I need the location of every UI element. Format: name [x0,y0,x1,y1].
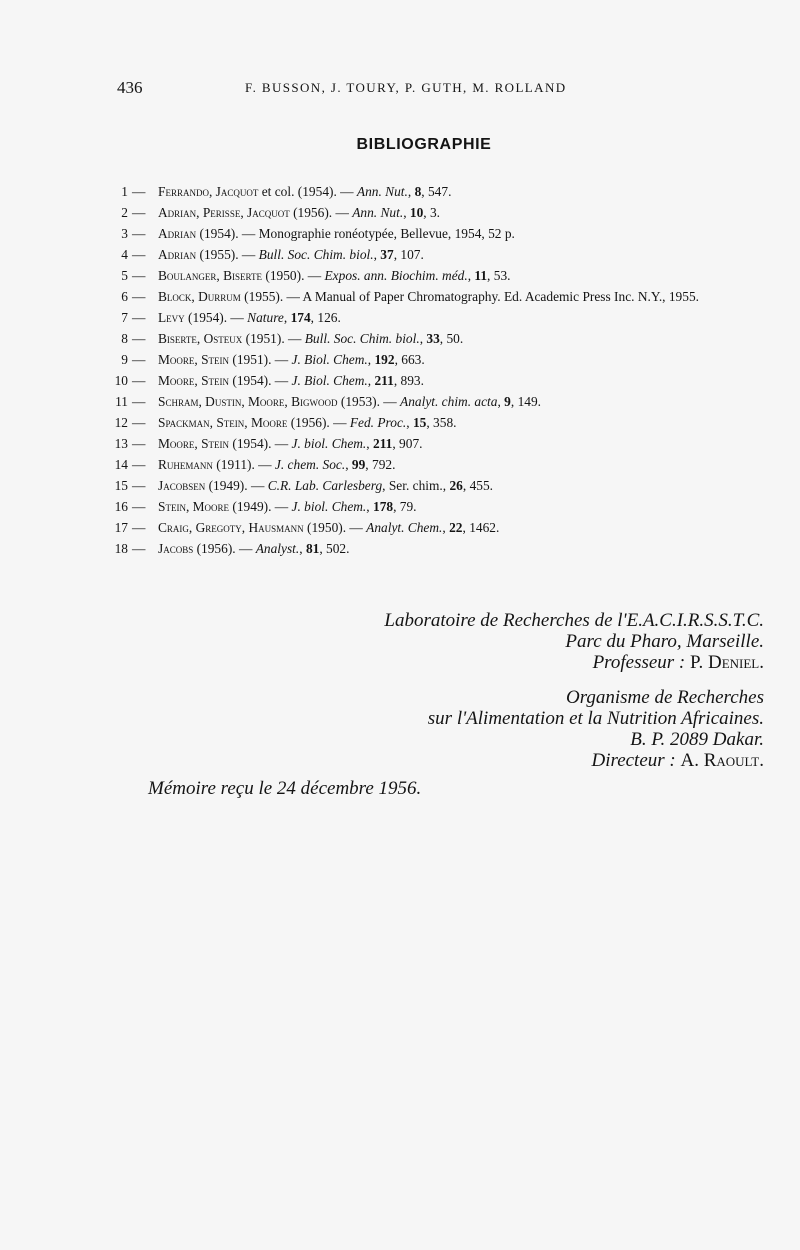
reference-volume: 211 [374,373,394,388]
reference-number: 18 [114,541,128,556]
reference-dash: — [132,499,146,514]
reference-text: (1949). — [205,478,268,493]
section-title: BIBLIOGRAPHIE [356,136,492,153]
reference-volume: 10 [409,205,424,220]
running-header [117,78,717,100]
reference-item [110,541,750,557]
reference-authors: Craig, Gregoty, Hausmann [158,520,304,535]
affiliation-person: A. Raoult. [680,750,764,771]
reference-item [110,352,750,368]
reference-volume: 8 [414,184,422,199]
reference-authors: Stein, Moore [158,499,230,514]
affiliation-line: Laboratoire de Recherches de l'E.A.C.I.R.S.S.T.C. [384,610,764,631]
reference-pages: , 893. [393,373,424,388]
reference-dash: — [132,457,146,472]
reference-separator: , [373,247,381,262]
reference-text: et col. (1954). — [258,184,357,199]
affiliation-marseille [384,610,764,673]
reference-journal: C.R. Lab. Carlesberg [267,478,383,493]
reference-number: 17 [114,520,128,535]
reference-item [110,394,750,410]
reference-journal: J. biol. Chem. [291,436,367,451]
reference-separator: , [366,436,373,451]
reference-item [110,415,750,431]
reference-separator: , [407,184,415,199]
reference-pages: , 50. [439,331,464,346]
reference-dash: — [132,520,146,535]
reference-journal: J. biol. Chem. [291,499,367,514]
affiliation-line: Organisme de Recherches [565,687,764,708]
reference-journal: Analyst. [255,541,300,556]
page-number: 436 [117,78,143,97]
reference-dash: — [132,289,146,304]
reference-authors: Jacobs [158,541,194,556]
reference-text: (1954). — [229,436,292,451]
reference-text: (1911). — [212,457,275,472]
affiliation-line: B. P. 2089 Dakar. [630,729,764,750]
reference-item [110,331,750,347]
received-date-note: Mémoire reçu le 24 décembre 1956. [148,778,422,799]
reference-dash: — [132,268,146,283]
affiliation-dakar [384,687,764,771]
reference-item [110,289,750,305]
reference-pages: , 3. [423,205,441,220]
affiliation-role: Directeur : [591,750,681,771]
reference-dash: — [132,310,146,325]
reference-dash: — [132,541,146,556]
reference-journal: Expos. ann. Biochim. méd. [324,268,468,283]
reference-authors: Ruhemann [158,457,213,472]
reference-number: 2 [121,205,128,220]
reference-pages: , 907. [392,436,423,451]
reference-number: 13 [114,436,128,451]
reference-separator: , [367,352,375,367]
reference-authors: Adrian [158,226,197,241]
reference-text: (1956). — [287,415,350,430]
reference-dash: — [132,226,146,241]
reference-journal: Ann. Nut. [356,184,408,199]
reference-pages: , 53. [487,268,511,283]
reference-journal: Fed. Proc. [349,415,407,430]
reference-separator: , [366,499,373,514]
affiliation-line: sur l'Alimentation et la Nutrition Africaines. [427,708,764,729]
affiliations [384,610,764,785]
reference-pages: , 455. [462,478,494,493]
reference-item [110,205,750,221]
reference-number: 5 [121,268,128,283]
reference-text: (1955). — A Manual of Paper Chromatography. Ed. Academic Press Inc. N.Y., 1955. [240,289,699,304]
reference-dash: — [132,205,146,220]
reference-authors: Adrian, Perisse, Jacquot [158,205,290,220]
reference-number: 7 [121,310,128,325]
reference-journal: Bull. Soc. Chim. biol. [304,331,420,346]
reference-authors: Levy [158,310,185,325]
reference-dash: — [132,436,146,451]
reference-journal: J. Biol. Chem. [291,373,368,388]
reference-separator: , [497,394,505,409]
reference-authors: Moore, Stein [158,373,230,388]
reference-number: 6 [121,289,128,304]
reference-volume: 11 [474,268,488,283]
reference-separator: , [442,520,450,535]
reference-number: 11 [115,394,128,409]
reference-dash: — [132,478,146,493]
reference-separator: , [403,205,410,220]
reference-text: (1951). — [242,331,305,346]
reference-item [110,520,750,536]
reference-journal: Analyt. chim. acta [400,394,498,409]
reference-journal: J. chem. Soc. [274,457,346,472]
reference-dash: — [132,247,146,262]
reference-text: (1949). — [229,499,292,514]
reference-separator: , Ser. chim., [382,478,450,493]
reference-dash: — [132,184,146,199]
reference-authors: Moore, Stein [158,436,230,451]
running-head-authors: F. BUSSON, J. TOURY, P. GUTH, M. ROLLAND [245,80,567,95]
reference-text: (1950). — [303,520,367,535]
reference-volume: 15 [412,415,427,430]
reference-item [110,184,750,200]
reference-item [110,457,750,473]
reference-authors: Boulanger, Biserte [158,268,263,283]
reference-dash: — [132,373,146,388]
reference-dash: — [132,352,146,367]
reference-number: 8 [121,331,128,346]
reference-text: (1955). — [196,247,259,262]
reference-pages: , 547. [421,184,452,199]
reference-authors: Block, Durrum [158,289,241,304]
reference-volume: 26 [449,478,463,493]
reference-volume: 192 [374,352,395,367]
reference-authors: Adrian [158,247,197,262]
reference-volume: 174 [290,310,311,325]
reference-dash: — [132,415,146,430]
reference-authors: Schram, Dustin, Moore, Bigwood [158,394,338,409]
reference-text: (1956). — [193,541,256,556]
reference-pages: , 792. [365,457,396,472]
affiliation-role-line [384,652,764,673]
affiliation-role-line [384,750,764,771]
reference-pages: , 663. [394,352,425,367]
reference-item [110,226,750,242]
reference-text: (1954). — [229,373,292,388]
reference-separator: , [299,541,306,556]
reference-number: 15 [114,478,128,493]
reference-separator: , [345,457,352,472]
reference-number: 16 [114,499,128,514]
reference-separator: , [467,268,475,283]
reference-journal: Bull. Soc. Chim. biol. [258,247,374,262]
reference-number: 14 [114,457,128,472]
reference-volume: 99 [351,457,366,472]
reference-separator: , [367,373,375,388]
reference-number: 10 [114,373,128,388]
reference-text: (1954). — Monographie ronéotypée, Bellevue, 1954, 52 p. [196,226,515,241]
reference-volume: 81 [305,541,320,556]
reference-text: (1951). — [229,352,292,367]
reference-pages: , 126. [310,310,341,325]
reference-separator: , [283,310,291,325]
reference-item [110,268,750,284]
reference-number: 12 [114,415,128,430]
reference-authors: Ferrando, Jacquot [158,184,259,199]
reference-number: 9 [121,352,128,367]
reference-item [110,310,750,326]
reference-dash: — [132,331,146,346]
affiliation-line: Parc du Pharo, Marseille. [565,631,764,652]
reference-volume: 22 [449,520,463,535]
reference-text: (1956). — [289,205,353,220]
reference-volume: 211 [373,436,393,451]
reference-authors: Biserte, Osteux [158,331,243,346]
reference-authors: Jacobsen [158,478,206,493]
reference-journal: Nature [247,310,284,325]
reference-item [110,247,750,263]
reference-pages: , 79. [393,499,417,514]
reference-text: (1953). — [337,394,401,409]
reference-journal: Analyt. Chem. [366,520,443,535]
reference-volume: 33 [426,331,440,346]
reference-list [110,184,750,562]
reference-item [110,436,750,452]
reference-pages: , 502. [319,541,350,556]
reference-dash: — [132,394,146,409]
reference-text: (1954). — [184,310,248,325]
reference-number: 4 [121,247,128,262]
reference-volume: 9 [504,394,511,409]
reference-pages: , 358. [426,415,457,430]
reference-pages: , 149. [510,394,542,409]
reference-volume: 178 [373,499,394,514]
reference-item [110,478,750,494]
reference-separator: , [419,331,427,346]
reference-journal: Ann. Nut. [352,205,404,220]
reference-item [110,499,750,515]
reference-pages: , 107. [393,247,424,262]
reference-volume: 37 [380,247,394,262]
affiliation-person: P. Deniel. [690,652,764,673]
reference-authors: Spackman, Stein, Moore [158,415,288,430]
reference-separator: , [406,415,413,430]
reference-text: (1950). — [262,268,325,283]
reference-pages: , 1462. [462,520,500,535]
reference-number: 1 [121,184,128,199]
reference-authors: Moore, Stein [158,352,230,367]
affiliation-role: Professeur : [592,652,691,673]
reference-item [110,373,750,389]
reference-number: 3 [121,226,128,241]
reference-journal: J. Biol. Chem. [291,352,368,367]
